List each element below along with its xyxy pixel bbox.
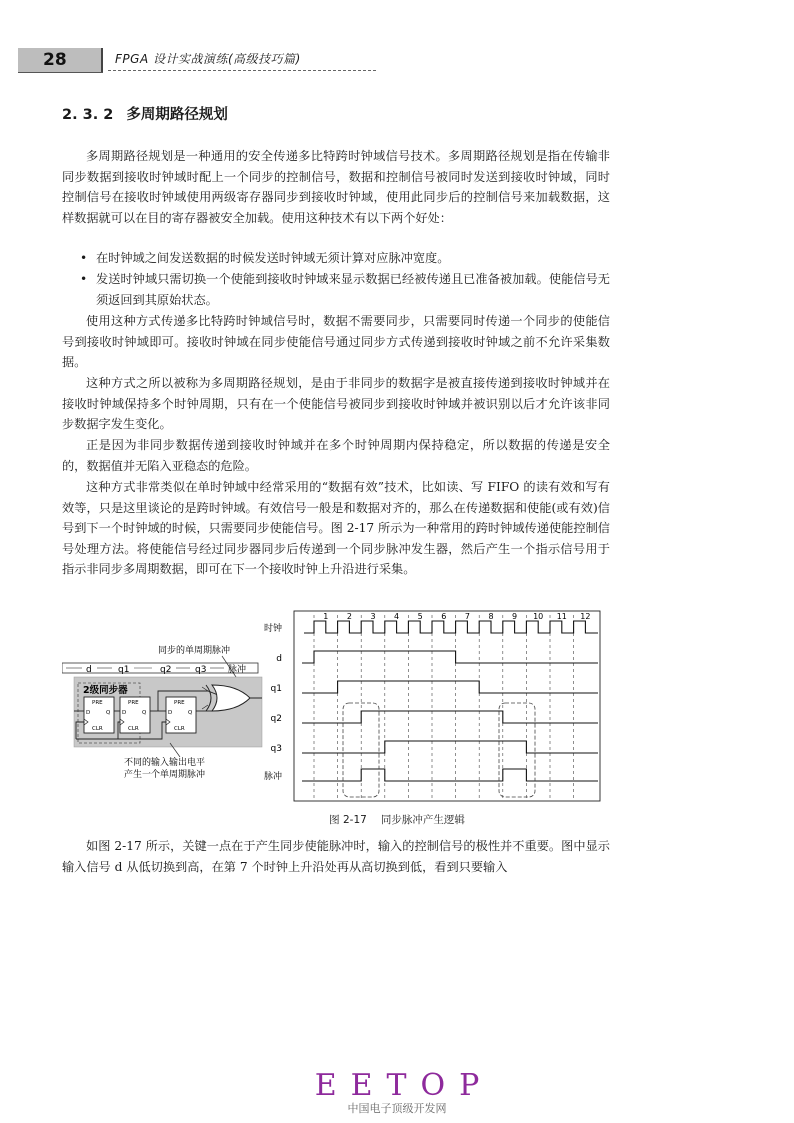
cycle-label-7: 7 xyxy=(464,612,470,621)
signal-names xyxy=(264,622,282,782)
flip-flop-2 xyxy=(120,697,150,733)
cycle-label-3: 3 xyxy=(370,612,376,621)
bullet-item-2 xyxy=(80,269,610,310)
svg-text:CLR: CLR xyxy=(92,726,103,732)
section-title: 多周期路径规划 xyxy=(126,107,228,123)
paragraph-3: 这种方式之所以被称为多周期路径规划，是由于非同步的数据字是被直接传递到接收时钟域并在接收时钟域保持多个时钟周期，只有在一个使能信号被同步到接收时钟域并被识别以后才允许该非同步数据字发生变化。 xyxy=(62,376,610,432)
cycle-label-4: 4 xyxy=(394,612,400,621)
figure-caption xyxy=(0,812,794,827)
cycle-label-9: 9 xyxy=(512,612,518,621)
sync-group-label: 2级同步器 xyxy=(83,685,128,696)
flip-flop-1 xyxy=(84,697,114,733)
cycle-label-5: 5 xyxy=(417,612,423,621)
header-rule xyxy=(108,70,376,71)
svg-text:Q: Q xyxy=(106,710,111,716)
label-q1: q1 xyxy=(118,665,130,675)
note-sync-pulse: 同步的单周期脉冲 xyxy=(158,646,231,656)
svg-text:PRE: PRE xyxy=(92,700,103,706)
cycle-label-2: 2 xyxy=(346,612,352,621)
section-heading xyxy=(62,103,228,124)
label-q3: q3 xyxy=(195,665,207,675)
label-pulse: 脉冲 xyxy=(228,665,247,675)
svg-text:D: D xyxy=(168,710,173,716)
running-header-title: FPGA 设计实战演练(高级技巧篇) xyxy=(115,52,301,66)
cycle-label-8: 8 xyxy=(488,612,494,621)
paragraph-5: 这种方式非常类似在单时钟域中经常采用的“数据有效”技术，比如读、写 FIFO 的读有效和写有效等，只是这里谈论的是跨时钟域。有效信号一般是和数据对齐的，那么在传递数据和使能(或有效)信号到下一个时钟域的时候，只需要同步使能信号。图 2-17 所示为一种常用的跨时钟域传递使能控制信号处理方法。将使能信号经过同步器同步后传递到一个同步脉冲发生器，然后产生一个指示信号用于指示非同步多周期数据，即可在下一个接收时钟上升沿进行采集。 xyxy=(62,480,610,577)
circuit-diagram xyxy=(62,644,262,780)
svg-text:CLR: CLR xyxy=(128,726,139,732)
figure-drawing xyxy=(62,605,610,805)
cycle-label-1: 1 xyxy=(323,612,329,621)
svg-text:D: D xyxy=(86,710,91,716)
bullet-dot: • xyxy=(80,272,88,286)
figure-caption-text: 同步脉冲产生逻辑 xyxy=(380,814,465,826)
figure-number: 图 2-17 xyxy=(329,814,367,826)
signal-name-3: q2 xyxy=(270,714,282,724)
signal-name-1: d xyxy=(276,654,282,664)
paragraph-1: 多周期路径规划是一种通用的安全传递多比特跨时钟域信号技术。多周期路径规划是指在传输非同步数据到接收时钟域时配上一个同步的控制信号，数据和控制信号被同时发送到接收时钟域，同时控制信号在接收时钟域使用两级寄存器同步到接收时钟域，使用此同步后的控制信号来加载数据，这样数据就可以在目的寄存器被安全加载。使用这种技术有以下两个好处： xyxy=(62,149,610,225)
header-rule-left xyxy=(18,72,103,73)
watermark-logo: EETOP xyxy=(314,1068,494,1103)
section-number: 2. 3. 2 xyxy=(62,107,114,123)
bullet-dot: • xyxy=(80,251,88,265)
svg-text:CLR: CLR xyxy=(174,726,185,732)
paragraph-6: 如图 2-17 所示，关键一点在于产生同步使能脉冲时，输入的控制信号的极性并不重要。图中显示输入信号 d 从低切换到高，在第 7 个时钟上升沿处再从高切换到低，看到只要输入 xyxy=(62,839,610,874)
svg-text:PRE: PRE xyxy=(174,700,185,706)
svg-text:PRE: PRE xyxy=(128,700,139,706)
header-divider xyxy=(101,48,103,72)
page-number: 28 xyxy=(18,48,101,72)
timing-frame xyxy=(294,611,600,801)
label-d: d xyxy=(86,665,92,675)
svg-text:Q: Q xyxy=(188,710,193,716)
signal-name-0: 时钟 xyxy=(263,624,282,634)
note-level-2: 产生一个单周期脉冲 xyxy=(124,770,206,780)
flip-flop-3 xyxy=(166,697,196,733)
note-level-1: 不同的输入输出电平 xyxy=(124,758,206,768)
label-q2: q2 xyxy=(160,665,172,675)
cycle-label-12: 12 xyxy=(580,612,591,621)
bullet-text-1: 在时钟域之间发送数据的时候发送时钟域无须计算对应脉冲宽度。 xyxy=(96,251,450,265)
cycle-label-10: 10 xyxy=(533,612,544,621)
svg-text:D: D xyxy=(122,710,127,716)
bullet-text-2: 发送时钟域只需切换一个使能到接收时钟域来显示数据已经被传递且已准备被加载。使能信号无须返回到其原始状态。 xyxy=(96,272,610,307)
paragraph-4: 正是因为非同步数据传递到接收时钟域并在多个时钟周期内保持稳定，所以数据的传递是安全的，数据值并无陷入亚稳态的危险。 xyxy=(62,438,610,473)
paragraph-2: 使用这种方式传递多比特跨时钟域信号时，数据不需要同步，只需要同时传递一个同步的使能信号到接收时钟域即可。接收时钟域在同步使能信号通过同步方式传递到接收时钟域之前不允许采集数据。 xyxy=(62,314,610,370)
figure-2-17 xyxy=(62,605,610,805)
signal-name-2: q1 xyxy=(270,684,282,694)
signal-name-5: 脉冲 xyxy=(263,772,282,782)
cycle-label-11: 11 xyxy=(556,612,567,621)
timing-diagram xyxy=(264,611,600,801)
cycle-label-6: 6 xyxy=(441,612,447,621)
watermark-subtitle: 中国电子顶级开发网 xyxy=(347,1102,447,1115)
signal-name-4: q3 xyxy=(270,744,282,754)
bullet-item-1 xyxy=(80,248,610,269)
svg-text:Q: Q xyxy=(142,710,147,716)
